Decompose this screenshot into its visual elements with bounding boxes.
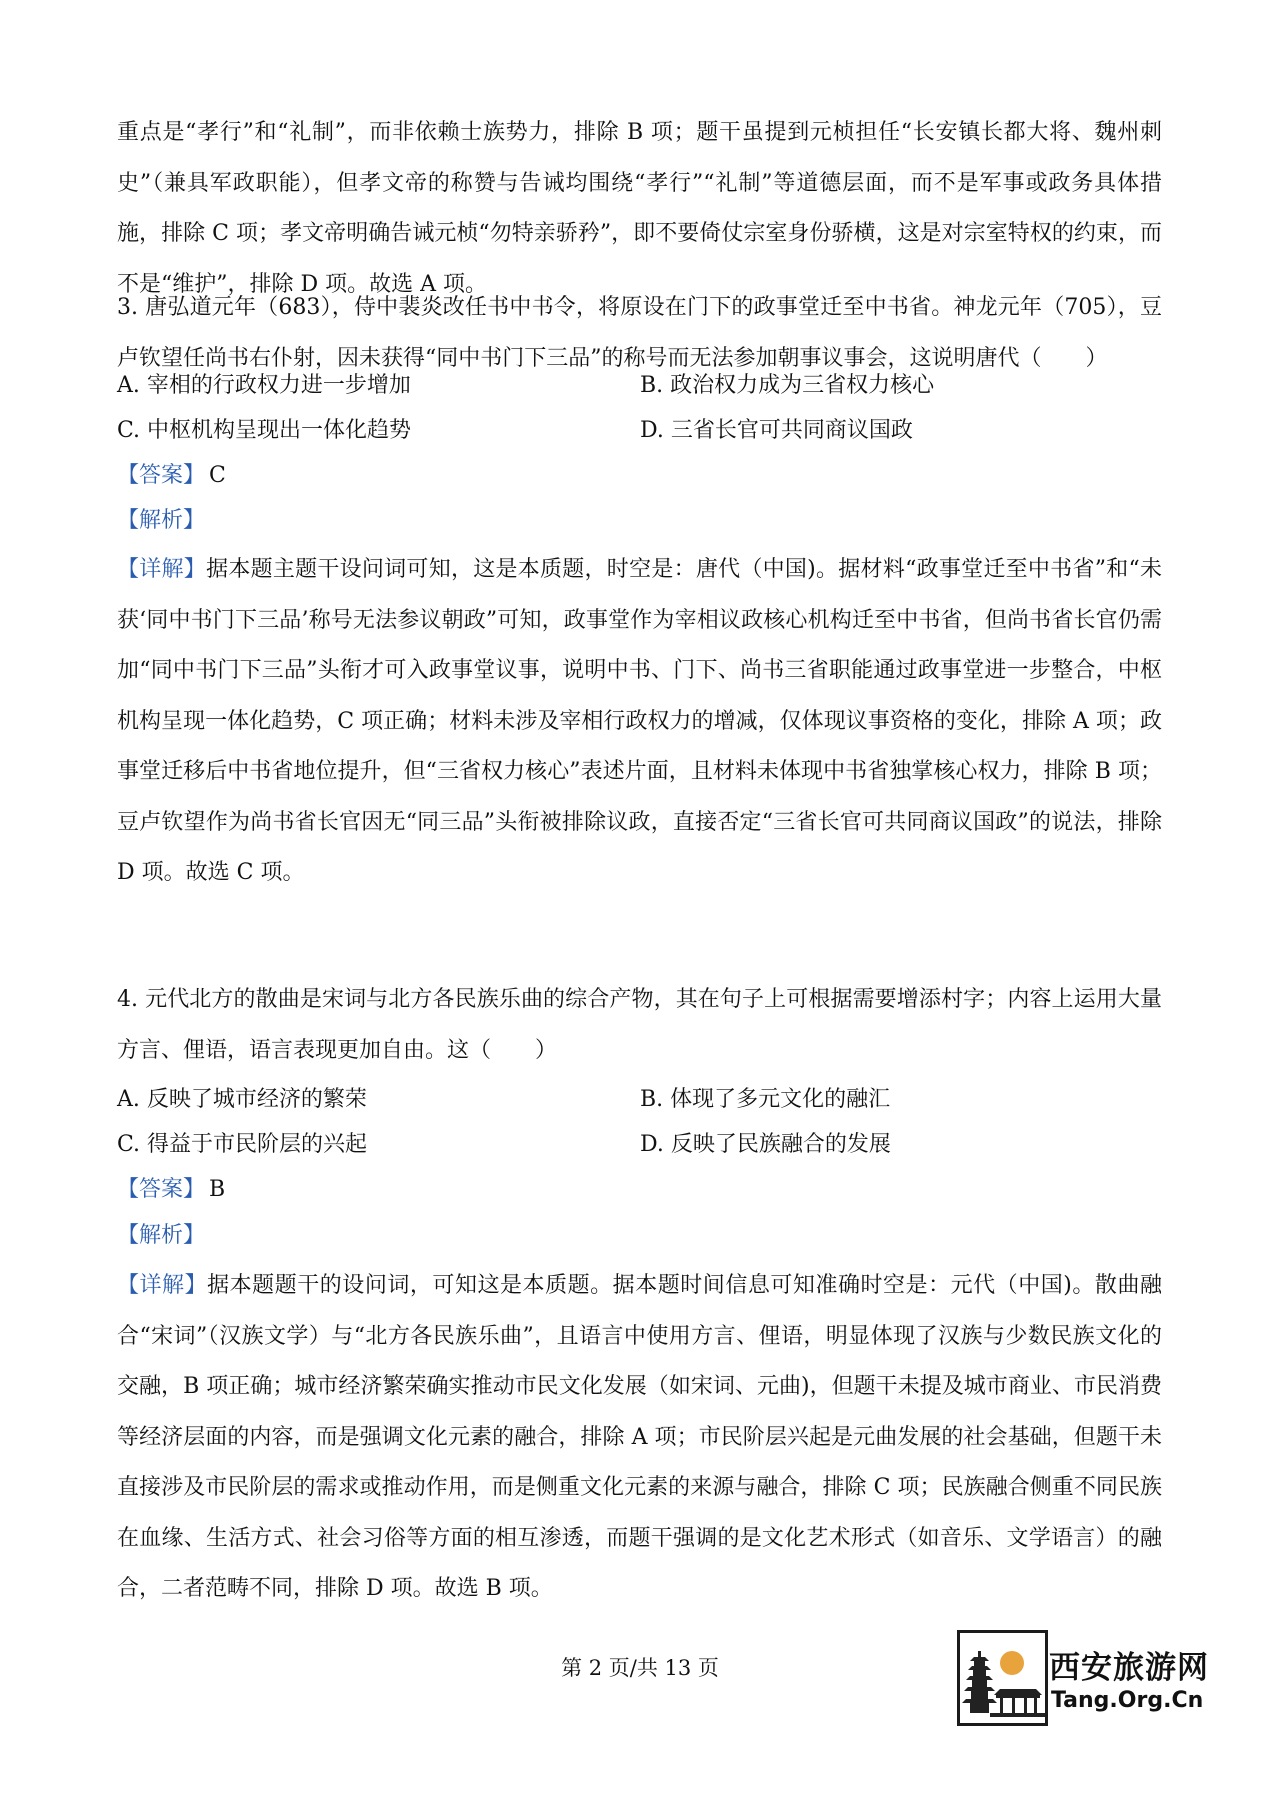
logo-title: 西安旅游网 [1049, 1650, 1209, 1686]
site-logo [957, 1630, 1209, 1728]
q4-option-c: C. 得益于市民阶层的兴起 [117, 1132, 368, 1157]
q4-option-a: A. 反映了城市经济的繁荣 [117, 1087, 367, 1112]
logo-url: Tang.Org.Cn [1051, 1688, 1204, 1713]
q3-answer [117, 461, 226, 491]
detail-text: 据本题主题干设问词可知，这是本质题，时空是：唐代（中国)。据材料“政事堂迁至中书省”和“未获‘同中书门下三品’称号无法参议朝政”可知，政事堂作为宰相议政核心机构迁至中书省，但尚书省长官仍需加“同中书门下三品”头衔才可入政事堂议事，说明中书、门下、尚书三省职能通过政事堂进一步整合，中枢机构呈现一体化趋势，C 项正确；材料未涉及宰相行政权力的增减，仅体现议事资格的变化，排除 A 项；政事堂迁移后中书省地位提升，但“三省权力核心”表述片面，且材料未体现中书省独掌核心权力，排除 B 项；豆卢钦望作为尚书省长官因无“同三品”头衔被排除议政，直接否定“三省长官可共同商议国政”的说法，排除 D 项。故选 C 项。 [117, 557, 1162, 885]
answer-label: 【答案】 [117, 1177, 206, 1202]
question-3-stem: 3. 唐弘道元年（683），侍中裴炎改任书中书令，将原设在门下的政事堂迁至中书省。神龙元年（705），豆卢钦望任尚书右仆射，因未获得“同中书门下三品”的称号而无法参加朝事议事会，这说明唐代（ ） [117, 295, 1162, 371]
answer-label: 【答案】 [117, 463, 206, 488]
q4-option-b: B. 体现了多元文化的融汇 [640, 1087, 891, 1112]
q4-answer [117, 1175, 225, 1205]
q4-analysis-label: 【解析】 [117, 1223, 206, 1248]
q4-option-d: D. 反映了民族融合的发展 [640, 1132, 891, 1157]
q3-detail [117, 545, 1162, 899]
page-footer: 第 2 页/共 13 页 [561, 1656, 719, 1680]
q4-detail [117, 1261, 1162, 1615]
q3-option-c: C. 中枢机构呈现出一体化趋势 [117, 418, 412, 443]
detail-label: 【详解】 [117, 1273, 208, 1298]
detail-text: 据本题题干的设问词，可知这是本质题。据本题时间信息可知准确时空是：元代（中国)。散曲融合“宋词”（汉族文学）与“北方各民族乐曲”，且语言中使用方言、俚语，明显体现了汉族与少数民族文化的交融，B 项正确；城市经济繁荣确实推动市民文化发展（如宋词、元曲)，但题干未提及城市商业、市民消费等经济层面的内容，而是强调文化元素的融合，排除 A 项；市民阶层兴起是元曲发展的社会基础，但题干未直接涉及市民阶层的需求或推动作用，而是侧重文化元素的来源与融合，排除 C 项；民族融合侧重不同民族在血缘、生活方式、社会习俗等方面的相互渗透，而题干强调的是文化艺术形式（如音乐、文学语言）的融合，二者范畴不同，排除 D 项。故选 B 项。 [117, 1273, 1162, 1601]
question-4-stem: 4. 元代北方的散曲是宋词与北方各民族乐曲的综合产物，其在句子上可根据需要增添村字；内容上运用大量方言、俚语，语言表现更加自由。这（ ） [117, 987, 1162, 1063]
q3-analysis-label: 【解析】 [117, 508, 206, 533]
answer-value: B [209, 1177, 226, 1202]
detail-label: 【详解】 [117, 557, 207, 582]
answer-value: C [209, 463, 226, 488]
prev-analysis-text: 重点是“孝行”和“礼制”，而非依赖士族势力，排除 B 项；题干虽提到元桢担任“长安镇长都大将、魏州刺史”（兼具军政职能），但孝文帝的称赞与告诫均围绕“孝行”“礼制”等道德层面，而不是军事或政务具体措施，排除 C 项；孝文帝明确告诫元桢“勿特亲骄矜”，即不要倚仗宗室身份骄横，这是对宗室特权的约束，而不是“维护”，排除 D 项。故选 A 项。 [117, 120, 1162, 297]
q3-option-d: D. 三省长官可共同商议国政 [640, 418, 913, 443]
q3-option-a: A. 宰相的行政权力进一步增加 [117, 373, 411, 398]
pagoda-icon [957, 1630, 1048, 1726]
q3-option-b: B. 政治权力成为三省权力核心 [640, 373, 935, 398]
